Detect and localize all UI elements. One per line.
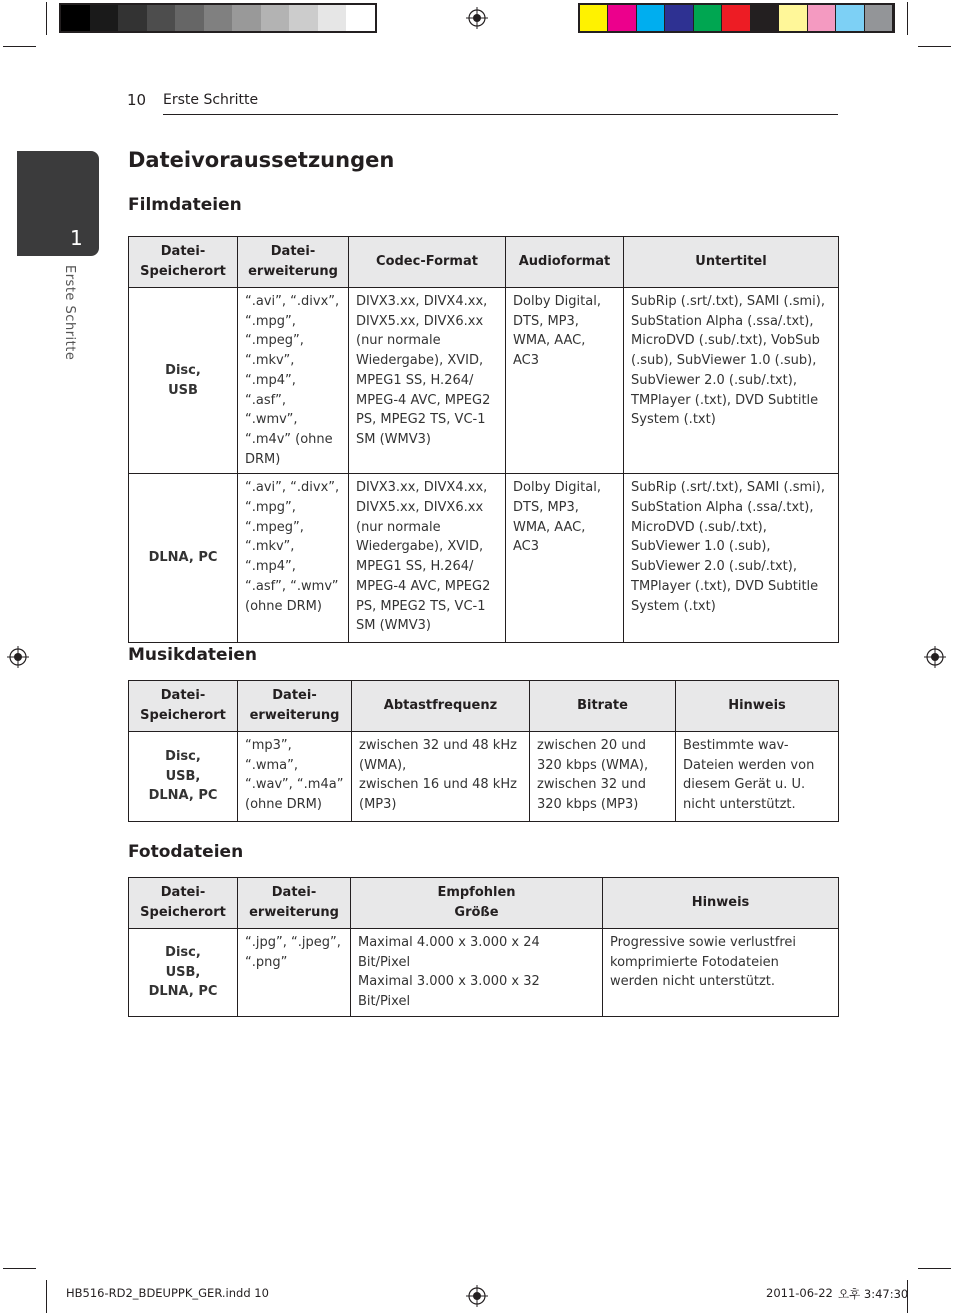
note-cell: Bestimmte wav- Dateien werden von diesem Gerät u. U. nicht unterstützt.	[676, 732, 839, 822]
crop-mark	[46, 2, 47, 35]
frequency-cell: zwischen 32 und 48 kHz (WMA), zwischen 16 und 48 kHz (MP3)	[352, 732, 530, 822]
movie-table	[128, 236, 839, 643]
location-cell: Disc, USB, DLNA, PC	[129, 732, 238, 822]
chapter-label: Erste Schritte	[62, 265, 77, 361]
registration-mark-icon	[466, 7, 488, 29]
extension-cell: “.jpg”, “.jpeg”, “.png”	[238, 929, 351, 1017]
location-cell: DLNA, PC	[129, 474, 238, 643]
crop-mark	[3, 46, 36, 47]
column-header: Datei- erweiterung	[238, 681, 352, 732]
section-title: Erste Schritte	[163, 92, 259, 108]
column-header: Codec-Format	[349, 237, 506, 288]
extension-cell: “mp3”, “.wma”, “.wav”, “.m4a” (ohne DRM)	[238, 732, 352, 822]
crop-mark	[918, 46, 951, 47]
column-header: Datei- Speicherort	[129, 878, 238, 929]
note-cell: Progressive sowie verlustfrei komprimierte Fotodateien werden nicht unterstützt.	[603, 929, 839, 1017]
subtitle-cell: SubRip (.srt/.txt), SAMI (.smi), SubStation Alpha (.ssa/.txt), MicroDVD (.sub/.txt), SubViewer 1.0 (.sub), SubViewer 2.0 (.sub/.txt), TMPlayer (.txt), DVD Subtitle System (.txt)	[624, 474, 839, 643]
column-header: Datei- erweiterung	[238, 237, 349, 288]
subtitle-cell: SubRip (.srt/.txt), SAMI (.smi), SubStation Alpha (.ssa/.txt), MicroDVD (.sub/.txt), VobSub (.sub), SubViewer 1.0 (.sub), SubViewer 2.0 (.sub/.txt), TMPlayer (.txt), DVD Subtitle System (.txt)	[624, 288, 839, 474]
location-cell: Disc, USB, DLNA, PC	[129, 929, 238, 1017]
codec-cell: DIVX3.xx, DIVX4.xx, DIVX5.xx, DIVX6.xx (nur normale Wiedergabe), XVID, MPEG1 SS, H.264/ MPEG-4 AVC, MPEG2 PS, MPEG2 TS, VC-1 SM (WMV3)	[349, 474, 506, 643]
column-header: Datei- Speicherort	[129, 237, 238, 288]
footer-date: 2011-06-22	[766, 1286, 833, 1300]
photo-table	[128, 877, 839, 1017]
grayscale-calibration-bar	[59, 3, 377, 33]
table-row	[129, 288, 839, 474]
audio-cell: Dolby Digital, DTS, MP3, WMA, AAC, AC3	[506, 288, 624, 474]
crop-mark	[3, 1268, 36, 1269]
music-table	[128, 680, 839, 822]
column-header: Datei- Speicherort	[129, 681, 238, 732]
size-cell: Maximal 4.000 x 3.000 x 24 Bit/Pixel Maximal 3.000 x 3.000 x 32 Bit/Pixel	[351, 929, 603, 1017]
chapter-number: 1	[70, 226, 83, 250]
crop-mark	[918, 1268, 951, 1269]
column-header: Empfohlen Größe	[351, 878, 603, 929]
codec-cell: DIVX3.xx, DIVX4.xx, DIVX5.xx, DIVX6.xx (nur normale Wiedergabe), XVID, MPEG1 SS, H.264/ MPEG-4 AVC, MPEG2 PS, MPEG2 TS, VC-1 SM (WMV3)	[349, 288, 506, 474]
header-rule	[163, 114, 838, 115]
registration-mark-icon	[924, 646, 946, 668]
crop-mark	[46, 1280, 47, 1313]
column-header: Untertitel	[624, 237, 839, 288]
table-row	[129, 929, 839, 1017]
column-header: Datei- erweiterung	[238, 878, 351, 929]
chapter-tab	[17, 151, 99, 256]
column-header: Audioformat	[506, 237, 624, 288]
registration-mark-icon	[7, 646, 29, 668]
music-heading: Musikdateien	[128, 645, 258, 665]
movie-heading: Filmdateien	[128, 195, 242, 215]
table-row	[129, 732, 839, 822]
registration-mark-icon	[466, 1285, 488, 1307]
footer-time: 오후 3:47:30	[838, 1287, 909, 1301]
column-header: Abtastfrequenz	[352, 681, 530, 732]
photo-heading: Fotodateien	[128, 842, 244, 862]
location-cell: Disc, USB	[129, 288, 238, 474]
page-number: 10	[127, 91, 147, 109]
page-title: Dateivoraussetzungen	[128, 148, 395, 172]
crop-mark	[907, 2, 908, 35]
extension-cell: “.avi”, “.divx”, “.mpg”, “.mpeg”, “.mkv”, “.mp4”, “.asf”, “.wmv”, “.m4v” (ohne DRM)	[238, 288, 349, 474]
extension-cell: “.avi”, “.divx”, “.mpg”, “.mpeg”, “.mkv”, “.mp4”, “.asf”, “.wmv” (ohne DRM)	[238, 474, 349, 643]
footer-filename: HB516-RD2_BDEUPPK_GER.indd 10	[66, 1286, 269, 1300]
table-row	[129, 474, 839, 643]
color-calibration-bar	[578, 3, 895, 33]
bitrate-cell: zwischen 20 und 320 kbps (WMA), zwischen 32 und 320 kbps (MP3)	[530, 732, 676, 822]
audio-cell: Dolby Digital, DTS, MP3, WMA, AAC, AC3	[506, 474, 624, 643]
column-header: Hinweis	[676, 681, 839, 732]
column-header: Bitrate	[530, 681, 676, 732]
column-header: Hinweis	[603, 878, 839, 929]
